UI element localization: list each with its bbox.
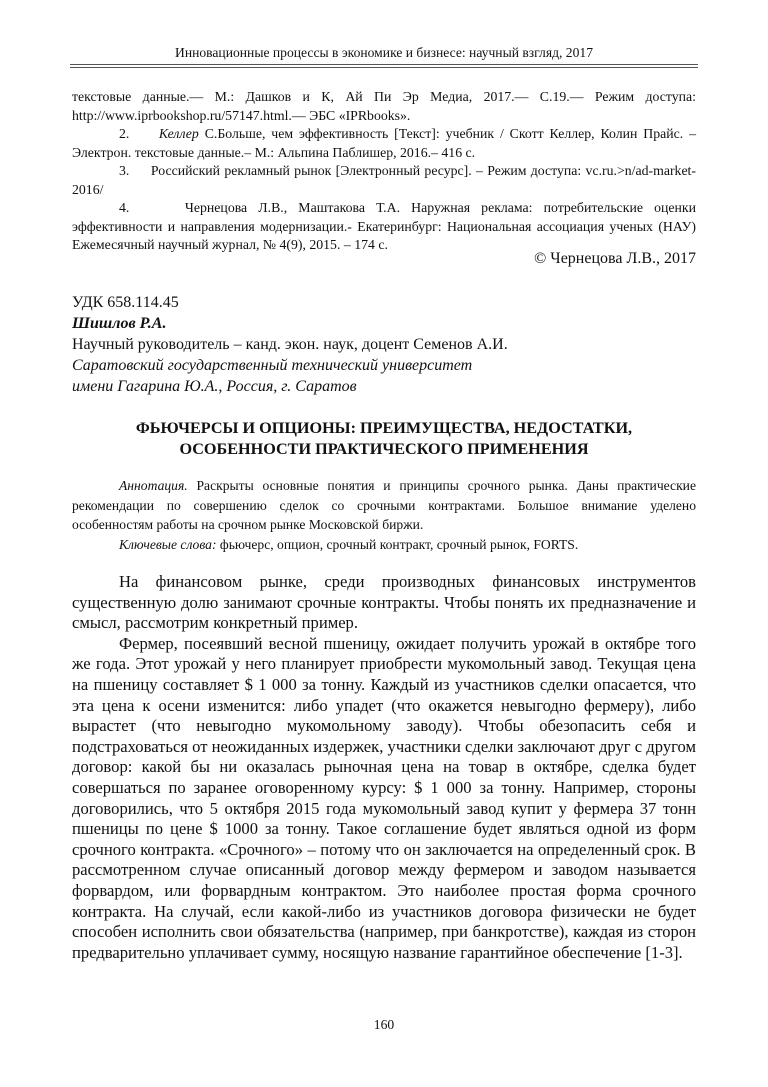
reference-author: Келлер <box>158 126 199 141</box>
affiliation-line-2: имени Гагарина Ю.А., Россия, г. Саратов <box>72 378 357 395</box>
page-number: 160 <box>373 1017 395 1032</box>
reference-text: С.Больше, чем эффективность [Текст]: учебник / Скотт Келлер, Колин Прайс. – Электрон. текстовые данные.– М.: Альпина Паблишер, 2016.– 416 с. <box>72 126 697 160</box>
reference-item-3: 3. Российский рекламный рынок [Электронный ресурс]. – Режим доступа: vc.ru.>n/ad-market-2016/ <box>72 163 696 197</box>
udk-code: УДК 658.114.45 <box>72 294 179 311</box>
title-line-2: ОСОБЕННОСТИ ПРАКТИЧЕСКОГО ПРИМЕНЕНИЯ <box>179 439 589 458</box>
affiliation-line-1: Саратовский государственный технический университет <box>72 357 473 374</box>
reference-item-2 <box>72 125 696 162</box>
copyright: © Чернецова Л.В., 2017 <box>534 250 696 267</box>
keywords-text: фьючерс, опцион, срочный контракт, срочный рынок, FORTS. <box>219 536 579 552</box>
article-body <box>72 572 696 963</box>
abstract-paragraph <box>72 476 696 535</box>
reference-list <box>72 88 696 255</box>
reference-item-4: 4. Чернецова Л.В., Маштакова Т.А. Наружная реклама: потребительские оценки эффективности и направления модернизации.- Екатеринбург: Национальная ассоциация ученых (НАУ) Ежемесячный научный журнал, № 4(9), 2015. – 174 с. <box>72 200 696 252</box>
reference-continuation: текстовые данные.— М.: Дашков и К, Ай Пи Эр Медиа, 2017.— С.19.— Режим доступа: http://www.iprbookshop.ru/57147.html.— ЭБС «IPRbooks». <box>72 89 696 123</box>
keywords-paragraph <box>72 535 696 555</box>
keywords-label: Ключевые слова: <box>119 536 217 552</box>
reference-number: 2. <box>119 126 130 141</box>
header-rule <box>70 64 698 68</box>
title-line-1: ФЬЮЧЕРСЫ И ОПЦИОНЫ: ПРЕИМУЩЕСТВА, НЕДОСТАТКИ, <box>135 419 633 437</box>
running-head: Инновационные процессы в экономике и бизнесе: научный взгляд, 2017 <box>175 45 593 60</box>
body-paragraph-1: На финансовом рынке, среди производных финансовых инструментов существенную долю занимают срочные контракты. Чтобы понять их предназначение и смысл, рассмотрим конкретный пример. <box>72 572 696 633</box>
supervisor: Научный руководитель – канд. экон. наук, доцент Семенов А.И. <box>72 336 508 353</box>
abstract-text: Раскрыты основные понятия и принципы срочного рынка. Даны практические рекомендации по совершению сделок со срочными контрактами. Большое внимание уделено особенностям работы на срочном рынке Московской биржи. <box>72 478 696 532</box>
article-title <box>72 418 696 459</box>
abstract <box>72 476 696 554</box>
abstract-label: Аннотация. <box>119 478 188 493</box>
body-paragraph-2: Фермер, посеявший весной пшеницу, ожидает получить урожай в октябре того же года. Этот урожай у него планирует приобрести мукомольный завод. Текущая цена на пшеницу составляет $ 1 000 за тонну. Каждый из участников сделки опасается, что эта цена к осени изменится: либо упадет (что окажется невыгодно фермеру), либо вырастет (что невыгодно мукомольному заводу). Чтобы обезопасить себя и подстраховаться от неожиданных издержек, участники сделки заключают друг с другом договор: какой бы ни оказалась рыночная цена на товар в октябре, сделка будет совершаться по заранее оговоренному курсу: $ 1 000 за тонну. Например, стороны договорились, что 5 октября 2015 года мукомольный завод купит у фермера 37 тонн пшеницы по цене $ 1000 за тонну. Такое соглашение будет являться одной из форм срочного контракта. «Срочного» – потому что он заключается на определенный срок. В рассмотренном случае описанный договор между фермером и заводом называется форвардом, или форвардным контрактом. Это наиболее простая форма срочного контракта. На случай, если какой-либо из участников договора физически не будет способен исполнить свои обязательства (например, при банкротстве), каждая из сторон предварительно уплачивает сумму, носящую название гарантийное обеспечение [1-3]. <box>72 633 696 962</box>
article-meta <box>72 292 696 397</box>
author-name: Шишлов Р.А. <box>72 315 167 332</box>
